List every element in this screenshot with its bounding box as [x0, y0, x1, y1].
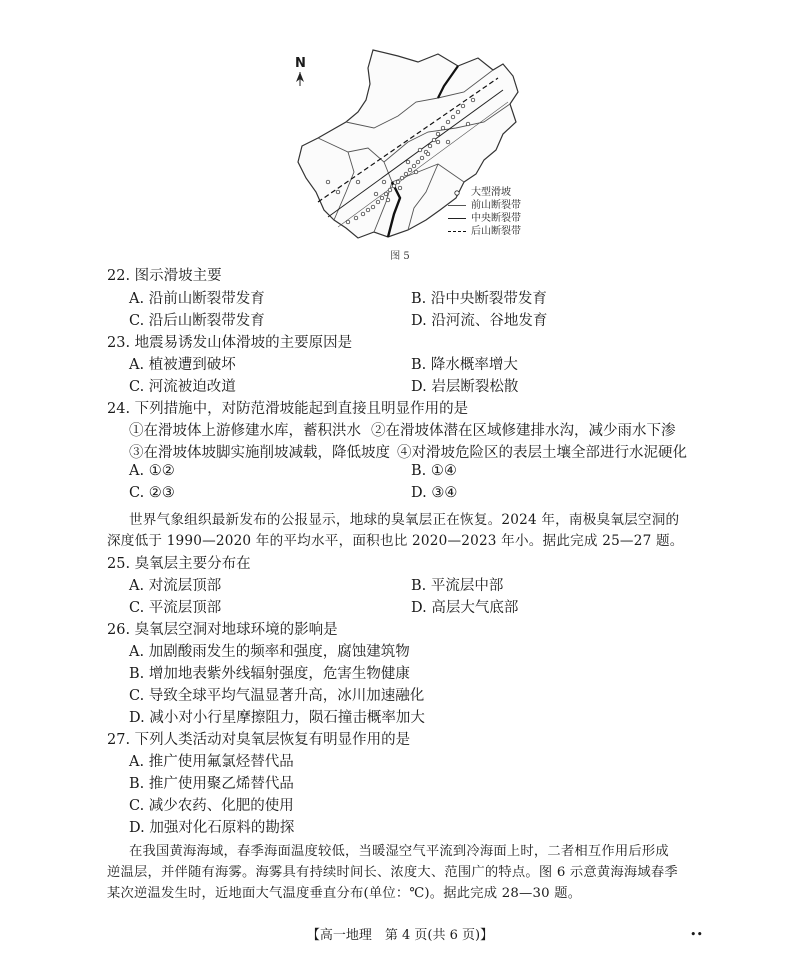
option-b: B. 降水概率增大: [411, 357, 518, 373]
passage-sea-fog-line3: 某次逆温发生时，近地面大气温度垂直分布(单位：℃)。据此完成 28—30 题。: [107, 886, 582, 901]
legend-label: 大型滑坡: [471, 187, 511, 198]
option-b: B. 增加地表紫外线辐射强度，危害生物健康: [129, 666, 410, 682]
question-stem: 24. 下列措施中，对防范滑坡能起到直接且明显作用的是: [107, 401, 469, 417]
passage-sea-fog-line1: 在我国黄海海域，春季海面温度较低，当暖湿空气平流到冷海面上时，二者相互作用后形成: [129, 844, 669, 859]
option-d: D. 减小对小行星摩擦阻力，陨石撞击概率加大: [129, 710, 425, 726]
item-3: ③在滑坡体坡脚实施削坡减载，降低坡度: [129, 445, 390, 461]
option-c: C. 沿后山断裂带发育: [129, 313, 265, 329]
north-arrow-icon: [296, 72, 304, 86]
option-c: C. 导致全球平均气温显著升高，冰川加速融化: [129, 688, 425, 704]
option-a: A. ①②: [129, 463, 175, 479]
option-d: D. 高层大气底部: [411, 600, 519, 616]
option-b: B. ①④: [411, 463, 457, 479]
landslide-dot-icon: [453, 189, 461, 197]
option-a: A. 植被遭到破坏: [129, 357, 236, 373]
option-a: A. 对流层顶部: [129, 578, 222, 594]
page-footer: 【高一地理 第 4 页(共 6 页)】: [306, 928, 494, 943]
question-stem: 27. 下列人类活动对臭氧层恢复有明显作用的是: [107, 732, 411, 748]
option-a: A. 加剧酸雨发生的频率和强度，腐蚀建筑物: [129, 644, 410, 660]
passage-ozone-line2: 深度低于 1990—2020 年的平均水平，面积也比 2020—2023 年小。据此完成 25—27 题。: [107, 533, 684, 549]
legend-item-central-fault: [448, 212, 521, 225]
passage-sea-fog-line2: 逆温层，并伴随有海雾。海雾具有持续时间长、浓度大、范围广的特点。图 6 示意黄海海域春季: [107, 865, 678, 880]
option-c: C. 平流层顶部: [129, 600, 222, 616]
legend-item-landslide: [448, 186, 521, 199]
option-b: B. 平流层中部: [411, 578, 504, 594]
option-c: C. ②③: [129, 485, 175, 501]
question-stem: 26. 臭氧层空洞对地球环境的影响是: [107, 622, 338, 638]
legend-label: 后山断裂带: [471, 226, 521, 237]
option-a: A. 推广使用氟氯烃替代品: [129, 754, 294, 770]
option-d: D. ③④: [411, 485, 458, 501]
question-stem: 22. 图示滑坡主要: [107, 268, 222, 284]
legend-item-front-fault: [448, 199, 521, 212]
item-4: ④对滑坡危险区的表层土壤全部进行水泥硬化: [397, 445, 687, 461]
map-legend: [448, 186, 521, 238]
option-a: A. 沿前山断裂带发育: [129, 291, 265, 307]
option-c: C. 河流被迫改道: [129, 379, 236, 395]
question-stem: 23. 地震易诱发山体滑坡的主要原因是: [107, 335, 353, 351]
option-b: B. 推广使用聚乙烯替代品: [129, 776, 294, 792]
option-b: B. 沿中央断裂带发育: [411, 291, 547, 307]
option-d: D. 加强对化石原料的勘探: [129, 820, 295, 836]
option-d: D. 岩层断裂松散: [411, 379, 519, 395]
option-c: C. 减少农药、化肥的使用: [129, 798, 294, 814]
legend-label: 前山断裂带: [471, 200, 521, 211]
item-2: ②在滑坡体潜在区域修建排水沟，减少雨水下渗: [371, 423, 676, 439]
legend-label: 中央断裂带: [471, 213, 521, 224]
item-1: ①在滑坡体上游修建水库，蓄积洪水: [129, 423, 361, 439]
passage-ozone-line1: 世界气象组织最新发布的公报显示，地球的臭氧层正在恢复。2024 年，南极臭氧层空洞的: [129, 512, 680, 528]
north-arrow-label: N: [295, 56, 306, 71]
legend-item-rear-fault: [448, 225, 521, 238]
figure-caption: 图 5: [390, 251, 410, 262]
option-d: D. 沿河流、谷地发育: [411, 313, 548, 329]
question-stem: 25. 臭氧层主要分布在: [107, 556, 251, 572]
corner-mark: ••: [690, 928, 703, 941]
